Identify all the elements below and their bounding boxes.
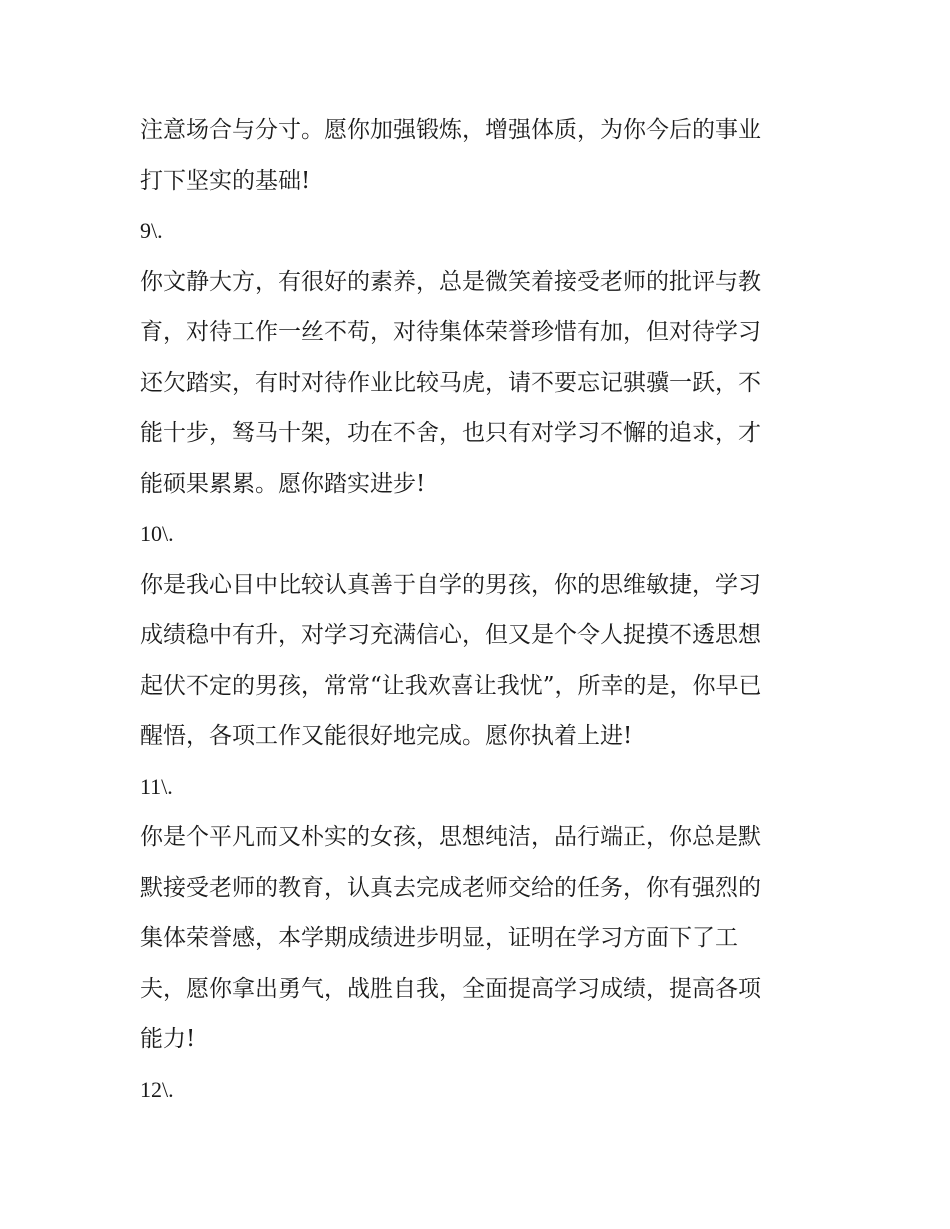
text-line: 起伏不定的男孩，常常“让我欢喜让我忧”，所幸的是，你早已	[140, 672, 762, 699]
text-line: 还欠踏实，有时对待作业比较马虎，请不要忘记骐骥一跃，不	[140, 369, 761, 396]
text-line: 能硕果累累。愿你踏实进步!	[140, 470, 426, 497]
text-line: 你是我心目中比较认真善于自学的男孩，你的思维敏捷，学习	[140, 571, 761, 598]
text-line: 打下坚实的基础!	[140, 167, 311, 194]
text-line: 能十步，驽马十架，功在不舍，也只有对学习不懈的追求，才	[140, 420, 761, 446]
document-body	[140, 105, 830, 1115]
text-line: 你文静大方，有很好的素养，总是微笑着接受老师的批评与教	[140, 268, 761, 295]
item-number: 11\.	[140, 773, 173, 799]
text-line: 能力!	[140, 1026, 196, 1052]
text-line: 醒悟，各项工作又能很好地完成。愿你执着上进!	[140, 723, 633, 749]
item-number: 12\.	[140, 1076, 174, 1102]
text-line: 你是个平凡而又朴实的女孩，思想纯洁，品行端正，你总是默	[140, 824, 761, 850]
text-line: 育，对待工作一丝不苟，对待集体荣誉珍惜有加，但对待学习	[140, 319, 761, 345]
text-line: 成绩稳中有升，对学习充满信心，但又是个令人捉摸不透思想	[140, 622, 761, 648]
item-number: 10\.	[140, 521, 174, 546]
text-line: 夫，愿你拿出勇气，战胜自我，全面提高学习成绩，提高各项	[140, 975, 761, 1002]
text-line: 注意场合与分寸。愿你加强锻炼，增强体质，为你今后的事业	[140, 117, 761, 143]
text-line: 默接受老师的教育，认真去完成老师交给的任务，你有强烈的	[140, 874, 761, 901]
item-number: 9\.	[140, 218, 163, 243]
text-line: 集体荣誉感，本学期成绩进步明显，证明在学习方面下了工	[140, 925, 738, 951]
